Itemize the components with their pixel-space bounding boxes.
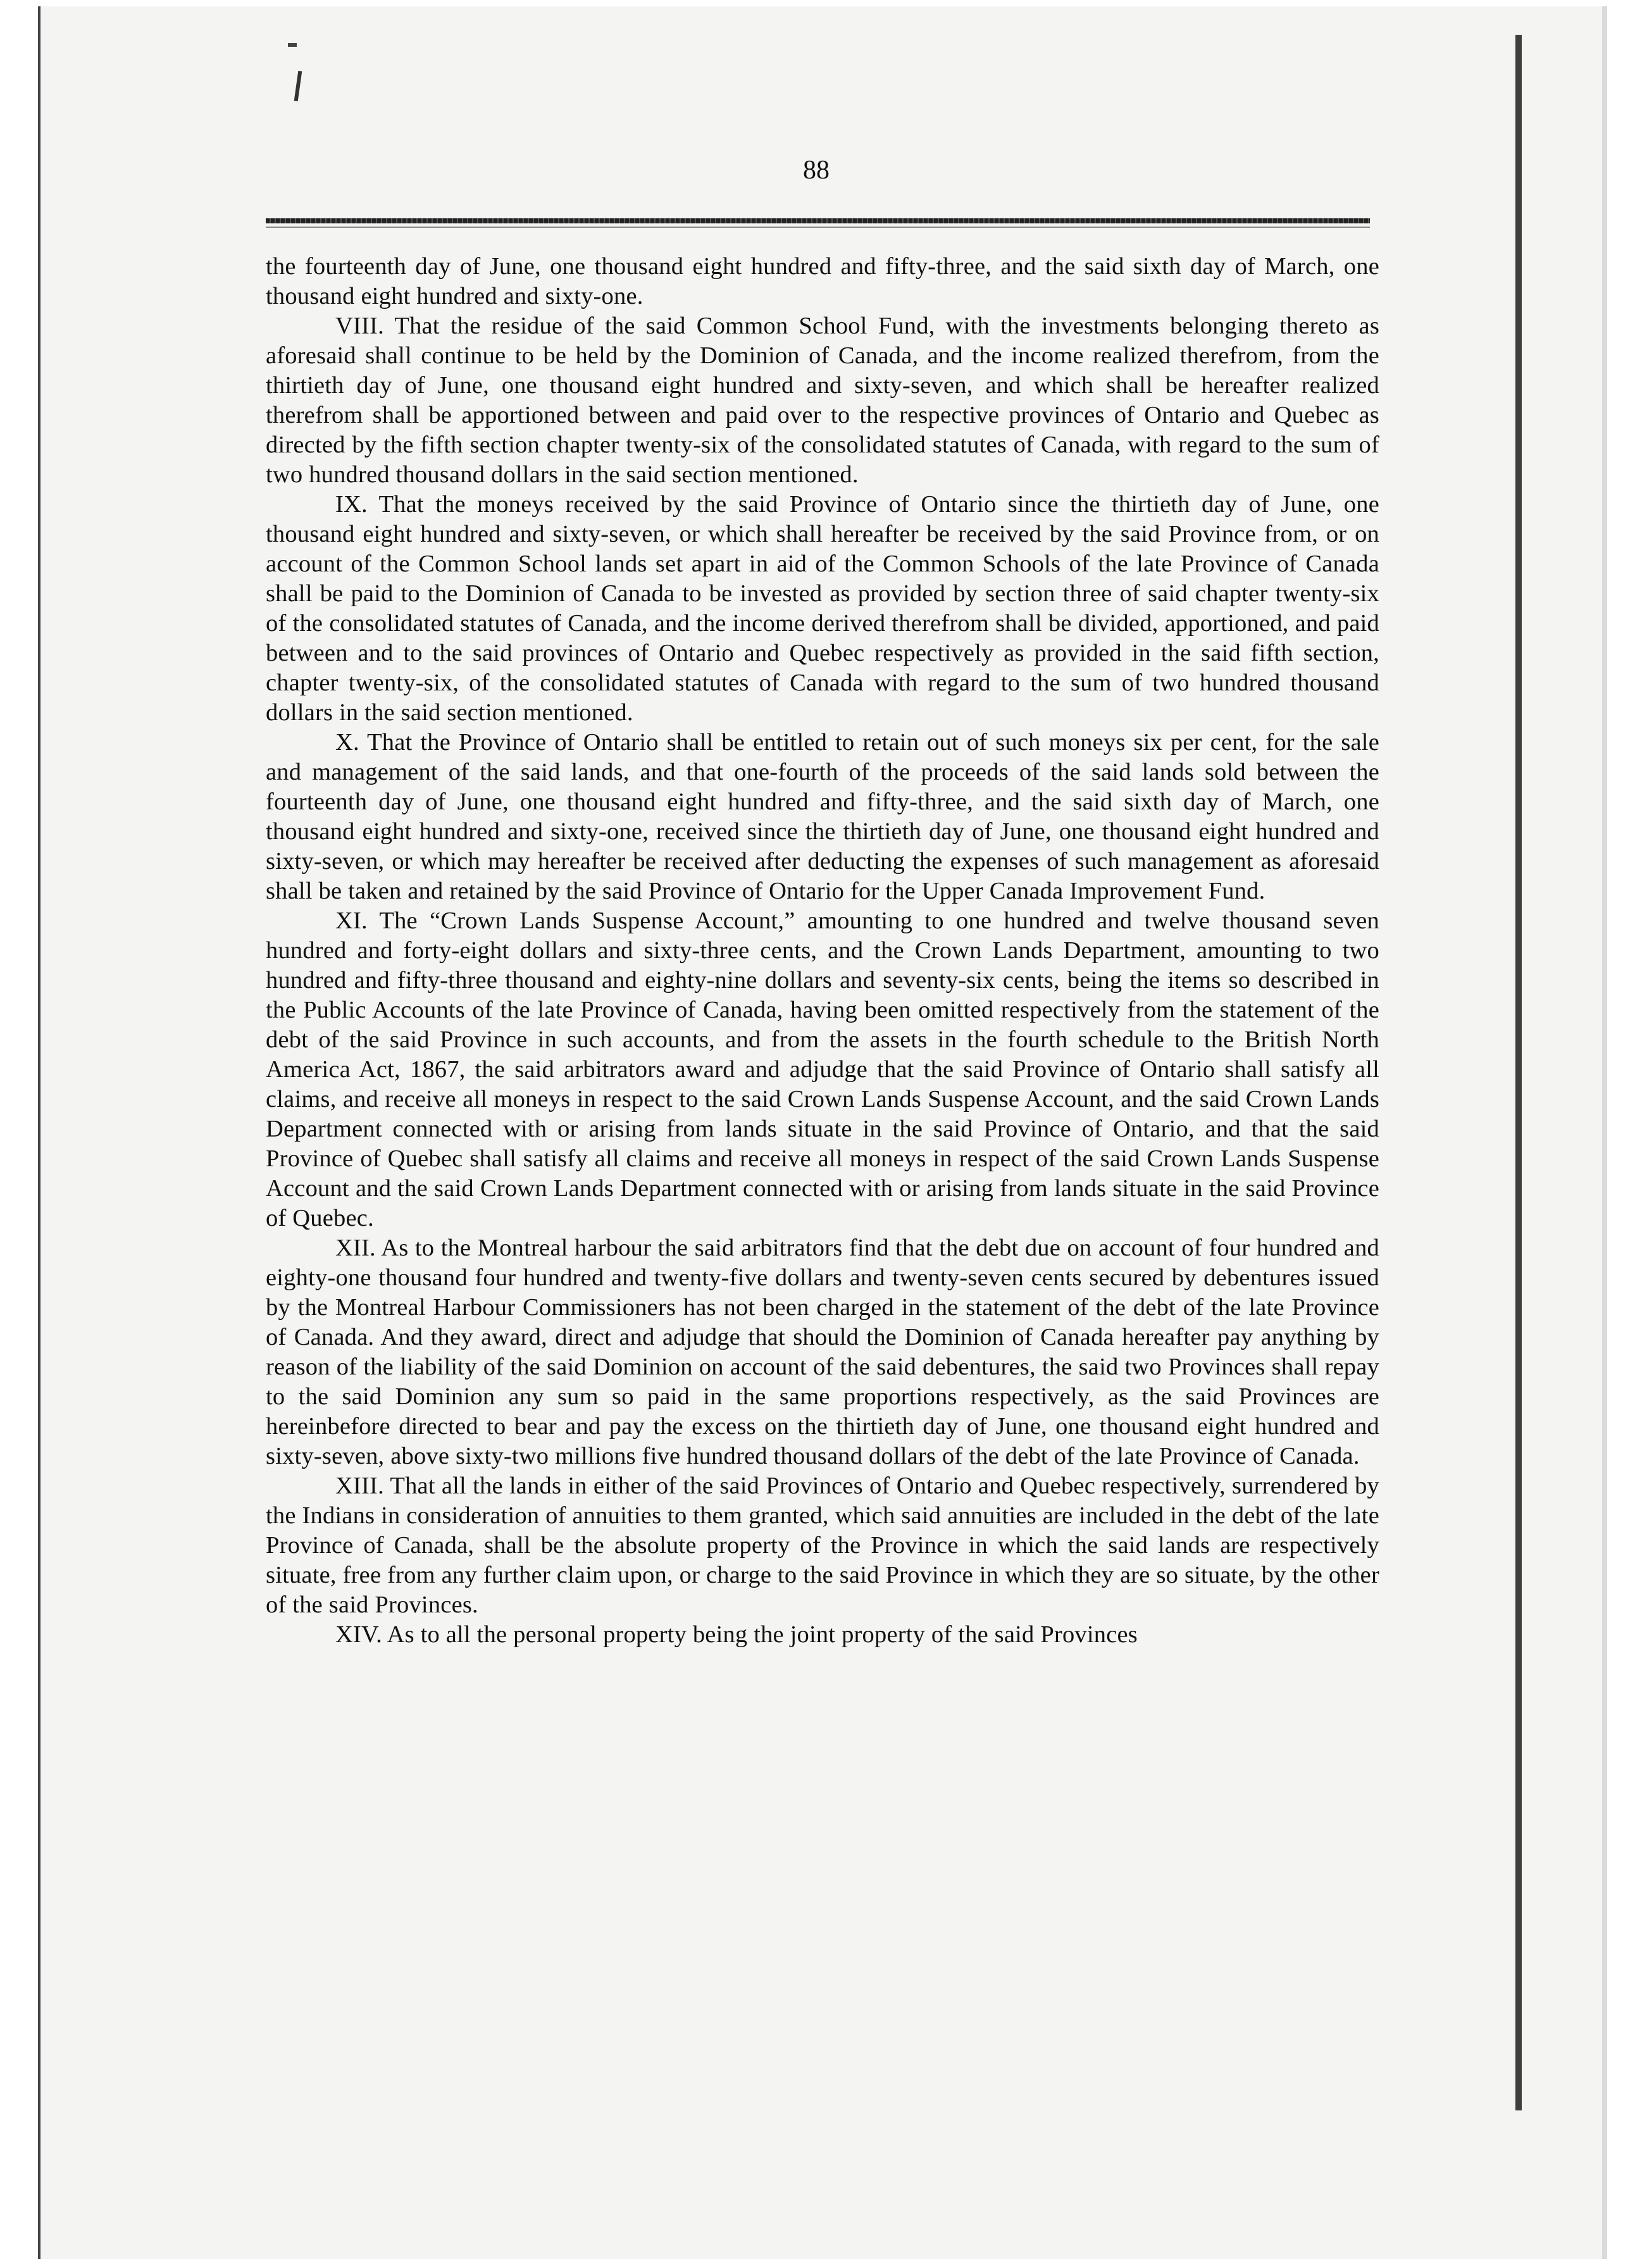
header-rule-thin <box>266 227 1370 228</box>
page-number: 88 <box>803 156 830 185</box>
page-right-edge <box>1515 35 1522 2110</box>
paragraph-xi: XI. The “Crown Lands Suspense Account,” amounting to one hundred and twelve thousand seven hundred and forty-eight dollars and sixty-three cents, and the Crown Lands Department, amounting to two hundred and fifty-three thousand and eighty-nine dollars and seventy-six cents, being the items so described in the Public Accounts of the late Province of Canada, having been omitted respectively from the statement of the debt of the said Province in such accounts, and from the assets in the fourth schedule to the British North America Act, 1867, the said arbitrators award and adjudge that the said Province of Ontario shall satisfy all claims, and receive all moneys in respect to the said Crown Lands Suspense Account, and the said Crown Lands Department connected with or arising from lands situate in the said Province of Ontario, and that the said Province of Quebec shall satisfy all claims and receive all moneys in respect of the said Crown Lands Suspense Account and the said Crown Lands Department connected with or arising from lands situate in the said Province of Quebec. <box>266 907 1379 1231</box>
paragraph-ix: IX. That the moneys received by the said Province of Ontario since the thirtieth day of June, one thousand eight hundred and sixty-seven, or which shall hereafter be received by the said Province from, or on account of the Common School lands set apart in aid of the Common Schools of the late Province of Canada shall be paid to the Dominion of Canada to be invested as provided by section three of said chapter twenty-six of the consolidated statutes of Canada, and the income derived therefrom shall be divided, apportioned, and paid between and to the said provinces of Ontario and Quebec respectively as provided in the said fifth section, chapter twenty-six, of the consolidated statutes of Canada with regard to the sum of two hundred thousand dollars in the said section mentioned. <box>266 491 1379 726</box>
paragraph-continuation: the fourteenth day of June, one thousand eight hundred and fifty-three, and the said sixth day of March, one thousand eight hundred and sixty-one. <box>266 253 1379 309</box>
document-body <box>266 252 1379 1650</box>
paragraph-xii: XII. As to the Montreal harbour the said arbitrators find that the debt due on account of four hundred and eighty-one thousand four hundred and twenty-five dollars and twenty-seven cents secured by debentures issued by the Montreal Harbour Commissioners has not been charged in the statement of the debt of the late Province of Canada. And they award, direct and adjudge that should the Dominion of Canada hereafter pay anything by reason of the liability of the said Dominion on account of the said debentures, the said two Provinces shall repay to the said Dominion any sum so paid in the same proportions respectively, as the said Provinces are hereinbefore directed to bear and pay the excess on the thirtieth day of June, one thousand eight hundred and sixty-seven, above sixty-two millions five hundred thousand dollars of the debt of the late Province of Canada. <box>266 1235 1379 1469</box>
paragraph-xiii: XIII. That all the lands in either of the said Provinces of Ontario and Quebec respectively, surrendered by the Indians in consideration of annuities to them granted, which said annuities are included in the debt of the late Province of Canada, shall be the absolute property of the Province in which the said lands are respectively situate, free from any further claim upon, or charge to the said Province in which they are so situate, by the other of the said Provinces. <box>266 1473 1379 1618</box>
margin-mark <box>288 43 297 47</box>
paragraph-x: X. That the Province of Ontario shall be entitled to retain out of such moneys six per cent, for the sale and management of the said lands, and that one-fourth of the proceeds of the said lands sold between the fourteenth day of June, one thousand eight hundred and fifty-three, and the said sixth day of March, one thousand eight hundred and sixty-one, received since the thirtieth day of June, one thousand eight hundred and sixty-seven, or which may hereafter be received after deducting the expenses of such management as aforesaid shall be taken and retained by the said Province of Ontario for the Upper Canada Improvement Fund. <box>266 729 1379 904</box>
header-rule <box>266 218 1370 223</box>
paragraph-xiv: XIV. As to all the personal property being the joint property of the said Provinces <box>335 1621 1138 1648</box>
paragraph-viii: VIII. That the residue of the said Common School Fund, with the investments belonging thereto as aforesaid shall continue to be held by the Dominion of Canada, and the income realized therefrom, from the thirtieth day of June, one thousand eight hundred and sixty-seven, and which shall be hereafter realized therefrom shall be apportioned between and paid over to the respective provinces of Ontario and Quebec as directed by the fifth section chapter twenty-six of the consolidated statutes of Canada, with regard to the sum of two hundred thousand dollars in the said section mentioned. <box>266 313 1379 488</box>
